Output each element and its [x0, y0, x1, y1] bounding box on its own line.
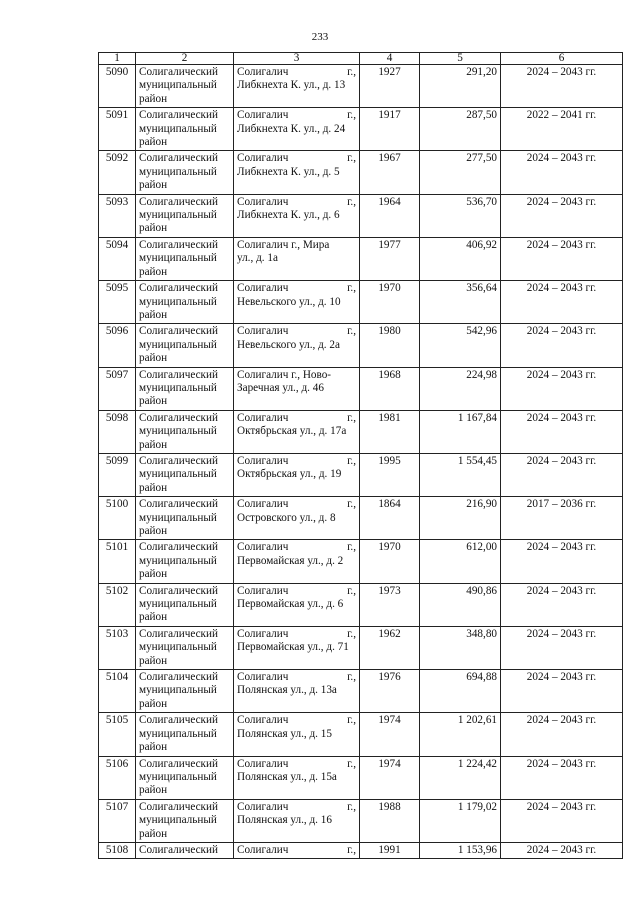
address-city-line	[237, 412, 356, 425]
address-city-suffix: г.,	[347, 498, 356, 511]
period-cell: 2024 – 2043 гг.	[501, 151, 623, 194]
address-city: Солигалич	[237, 671, 289, 684]
address-city-line	[237, 239, 356, 252]
district-cell: Солигалический муниципальный район	[136, 281, 234, 324]
address-city-line	[237, 282, 356, 295]
area-cell: 1 202,61	[420, 713, 501, 756]
area-cell: 536,70	[420, 194, 501, 237]
year-cell: 1981	[360, 410, 420, 453]
address-cell	[234, 237, 360, 280]
address-city-line	[237, 671, 356, 684]
address-city: Солигалич	[237, 714, 289, 727]
year-cell: 1980	[360, 324, 420, 367]
district-cell: Солигалический муниципальный район	[136, 540, 234, 583]
address-street: Островского ул., д. 8	[237, 511, 336, 524]
column-header-6: 6	[501, 53, 623, 65]
row-number: 5095	[99, 281, 136, 324]
address-city-suffix: г.,	[347, 714, 356, 727]
area-cell: 291,20	[420, 65, 501, 108]
address-street: Либкнехта К. ул., д. 6	[237, 209, 340, 222]
table-row	[99, 151, 623, 194]
period-cell: 2024 – 2043 гг.	[501, 65, 623, 108]
address-city: Солигалич	[237, 757, 289, 770]
period-cell: 2024 – 2043 гг.	[501, 713, 623, 756]
address-city-line	[237, 196, 356, 209]
address-cell	[234, 410, 360, 453]
period-cell: 2024 – 2043 гг.	[501, 367, 623, 410]
address-street: Полянская ул., д. 15а	[237, 770, 337, 783]
row-number: 5098	[99, 410, 136, 453]
address-street: Либкнехта К. ул., д. 13	[237, 79, 346, 92]
period-cell: 2024 – 2043 гг.	[501, 281, 623, 324]
district-cell: Солигалический муниципальный район	[136, 626, 234, 669]
address-city: Солигалич	[237, 800, 289, 813]
table-body	[99, 65, 623, 859]
row-number: 5101	[99, 540, 136, 583]
year-cell: 1970	[360, 540, 420, 583]
column-header-1: 1	[99, 53, 136, 65]
district-cell: Солигалический муниципальный район	[136, 237, 234, 280]
address-city-line	[237, 758, 356, 771]
address-cell	[234, 194, 360, 237]
address-street: Полянская ул., д. 13а	[237, 684, 337, 697]
row-number: 5091	[99, 108, 136, 151]
table-row	[99, 756, 623, 799]
period-cell: 2024 – 2043 гг.	[501, 540, 623, 583]
row-number: 5093	[99, 194, 136, 237]
district-cell: Солигалический муниципальный район	[136, 108, 234, 151]
address-cell	[234, 497, 360, 540]
address-city-line	[237, 109, 356, 122]
table-row	[99, 497, 623, 540]
year-cell: 1962	[360, 626, 420, 669]
address-city: Солигалич	[237, 843, 289, 856]
row-number: 5097	[99, 367, 136, 410]
table-row	[99, 367, 623, 410]
column-number-row	[99, 53, 623, 65]
period-cell: 2024 – 2043 гг.	[501, 453, 623, 496]
address-street: Первомайская ул., д. 6	[237, 598, 344, 611]
address-city: Солигалич г., Ново-	[237, 368, 332, 381]
address-city-line	[237, 844, 356, 857]
area-cell: 348,80	[420, 626, 501, 669]
address-city-suffix: г.,	[347, 411, 356, 424]
district-cell: Солигалический	[136, 842, 234, 858]
row-number: 5103	[99, 626, 136, 669]
district-cell: Солигалический муниципальный район	[136, 497, 234, 540]
row-number: 5105	[99, 713, 136, 756]
address-city: Солигалич	[237, 325, 289, 338]
address-city-suffix: г.,	[347, 757, 356, 770]
period-cell: 2024 – 2043 гг.	[501, 583, 623, 626]
period-cell: 2024 – 2043 гг.	[501, 626, 623, 669]
address-city-suffix: г.,	[347, 541, 356, 554]
table-row	[99, 583, 623, 626]
address-cell	[234, 670, 360, 713]
year-cell: 1864	[360, 497, 420, 540]
address-city-line	[237, 541, 356, 554]
district-cell: Солигалический муниципальный район	[136, 367, 234, 410]
area-cell: 406,92	[420, 237, 501, 280]
row-number: 5107	[99, 799, 136, 842]
period-cell: 2024 – 2043 гг.	[501, 799, 623, 842]
row-number: 5108	[99, 842, 136, 858]
area-cell: 1 179,02	[420, 799, 501, 842]
address-city-suffix: г.,	[347, 627, 356, 640]
address-city: Солигалич	[237, 282, 289, 295]
district-cell: Солигалический муниципальный район	[136, 583, 234, 626]
column-header-2: 2	[136, 53, 234, 65]
area-cell: 356,64	[420, 281, 501, 324]
table-row	[99, 842, 623, 858]
area-cell: 216,90	[420, 497, 501, 540]
address-cell	[234, 756, 360, 799]
address-city-line	[237, 498, 356, 511]
address-street: Либкнехта К. ул., д. 5	[237, 165, 340, 178]
district-cell: Солигалический муниципальный район	[136, 670, 234, 713]
year-cell: 1917	[360, 108, 420, 151]
area-cell: 490,86	[420, 583, 501, 626]
area-cell: 287,50	[420, 108, 501, 151]
address-cell	[234, 799, 360, 842]
area-cell: 1 224,42	[420, 756, 501, 799]
district-cell: Солигалический муниципальный район	[136, 410, 234, 453]
address-city-suffix: г.,	[347, 584, 356, 597]
year-cell: 1988	[360, 799, 420, 842]
address-city-line	[237, 66, 356, 79]
row-number: 5099	[99, 453, 136, 496]
address-cell	[234, 626, 360, 669]
table-row	[99, 540, 623, 583]
address-street: Первомайская ул., д. 2	[237, 554, 344, 567]
period-cell: 2024 – 2043 гг.	[501, 410, 623, 453]
area-cell: 1 167,84	[420, 410, 501, 453]
address-city-suffix: г.,	[347, 195, 356, 208]
year-cell: 1927	[360, 65, 420, 108]
period-cell: 2017 – 2036 гг.	[501, 497, 623, 540]
table-row	[99, 410, 623, 453]
column-header-5: 5	[420, 53, 501, 65]
table-row	[99, 626, 623, 669]
address-city-suffix: г.,	[347, 800, 356, 813]
row-number: 5100	[99, 497, 136, 540]
address-city-suffix: г.,	[347, 454, 356, 467]
address-street: Полянская ул., д. 15	[237, 727, 332, 740]
address-city-suffix: г.,	[347, 671, 356, 684]
column-header-4: 4	[360, 53, 420, 65]
year-cell: 1974	[360, 713, 420, 756]
address-city-line	[237, 369, 356, 382]
row-number: 5094	[99, 237, 136, 280]
area-cell: 224,98	[420, 367, 501, 410]
address-cell	[234, 367, 360, 410]
address-street: Первомайская ул., д. 71	[237, 641, 349, 654]
table-row	[99, 65, 623, 108]
table-row	[99, 194, 623, 237]
row-number: 5104	[99, 670, 136, 713]
address-city-line	[237, 628, 356, 641]
table-row	[99, 713, 623, 756]
address-city: Солигалич	[237, 498, 289, 511]
address-cell	[234, 842, 360, 858]
address-street: Октябрьская ул., д. 17а	[237, 425, 347, 438]
year-cell: 1974	[360, 756, 420, 799]
address-city-suffix: г.,	[347, 282, 356, 295]
address-city-suffix: г.,	[347, 109, 356, 122]
address-street: Либкнехта К. ул., д. 24	[237, 122, 346, 135]
address-city-suffix: г.,	[347, 843, 356, 856]
period-cell: 2024 – 2043 гг.	[501, 756, 623, 799]
row-number: 5090	[99, 65, 136, 108]
table-row	[99, 670, 623, 713]
period-cell: 2024 – 2043 гг.	[501, 324, 623, 367]
year-cell: 1976	[360, 670, 420, 713]
row-number: 5102	[99, 583, 136, 626]
address-city-suffix: г.,	[347, 152, 356, 165]
area-cell: 277,50	[420, 151, 501, 194]
year-cell: 1995	[360, 453, 420, 496]
year-cell: 1977	[360, 237, 420, 280]
address-city: Солигалич	[237, 66, 289, 78]
period-cell: 2024 – 2043 гг.	[501, 842, 623, 858]
address-street: ул., д. 1а	[237, 252, 278, 265]
address-city-line	[237, 801, 356, 814]
address-city-suffix: г.,	[347, 66, 356, 78]
address-city-line	[237, 714, 356, 727]
table-row	[99, 324, 623, 367]
district-cell: Солигалический муниципальный район	[136, 324, 234, 367]
period-cell: 2024 – 2043 гг.	[501, 670, 623, 713]
address-city: Солигалич	[237, 152, 289, 165]
district-cell: Солигалический муниципальный район	[136, 194, 234, 237]
address-city: Солигалич г., Мира	[237, 238, 330, 251]
table-row	[99, 799, 623, 842]
address-cell	[234, 151, 360, 194]
address-city: Солигалич	[237, 541, 289, 554]
row-number: 5096	[99, 324, 136, 367]
address-city-suffix: г.,	[347, 325, 356, 338]
area-cell: 612,00	[420, 540, 501, 583]
row-number: 5092	[99, 151, 136, 194]
address-cell	[234, 453, 360, 496]
area-cell: 1 153,96	[420, 842, 501, 858]
address-city-line	[237, 455, 356, 468]
district-cell: Солигалический муниципальный район	[136, 756, 234, 799]
year-cell: 1970	[360, 281, 420, 324]
column-header-3: 3	[234, 53, 360, 65]
address-cell	[234, 713, 360, 756]
year-cell: 1991	[360, 842, 420, 858]
area-cell: 1 554,45	[420, 453, 501, 496]
address-cell	[234, 324, 360, 367]
year-cell: 1968	[360, 367, 420, 410]
address-cell	[234, 108, 360, 151]
table-row	[99, 281, 623, 324]
area-cell: 694,88	[420, 670, 501, 713]
address-city: Солигалич	[237, 195, 289, 208]
district-cell: Солигалический муниципальный район	[136, 65, 234, 108]
district-cell: Солигалический муниципальный район	[136, 151, 234, 194]
address-city-line	[237, 585, 356, 598]
address-cell	[234, 540, 360, 583]
district-cell: Солигалический муниципальный район	[136, 713, 234, 756]
year-cell: 1964	[360, 194, 420, 237]
address-city: Солигалич	[237, 411, 289, 424]
table-row	[99, 453, 623, 496]
period-cell: 2024 – 2043 гг.	[501, 237, 623, 280]
address-street: Октябрьская ул., д. 19	[237, 468, 342, 481]
address-cell	[234, 65, 360, 108]
address-city: Солигалич	[237, 584, 289, 597]
period-cell: 2024 – 2043 гг.	[501, 194, 623, 237]
address-city-line	[237, 325, 356, 338]
address-city: Солигалич	[237, 109, 289, 122]
address-city-line	[237, 152, 356, 165]
housing-registry-table	[98, 52, 623, 859]
address-cell	[234, 583, 360, 626]
address-city: Солигалич	[237, 627, 289, 640]
address-city: Солигалич	[237, 454, 289, 467]
area-cell: 542,96	[420, 324, 501, 367]
district-cell: Солигалический муниципальный район	[136, 799, 234, 842]
address-cell	[234, 281, 360, 324]
period-cell: 2022 – 2041 гг.	[501, 108, 623, 151]
address-street: Невельского ул., д. 2а	[237, 338, 340, 351]
year-cell: 1973	[360, 583, 420, 626]
district-cell: Солигалический муниципальный район	[136, 453, 234, 496]
address-street: Заречная ул., д. 46	[237, 381, 324, 394]
year-cell: 1967	[360, 151, 420, 194]
table-row	[99, 237, 623, 280]
address-street: Полянская ул., д. 16	[237, 814, 332, 827]
row-number: 5106	[99, 756, 136, 799]
table-row	[99, 108, 623, 151]
address-street: Невельского ул., д. 10	[237, 295, 341, 308]
page-number: 233	[311, 31, 329, 43]
